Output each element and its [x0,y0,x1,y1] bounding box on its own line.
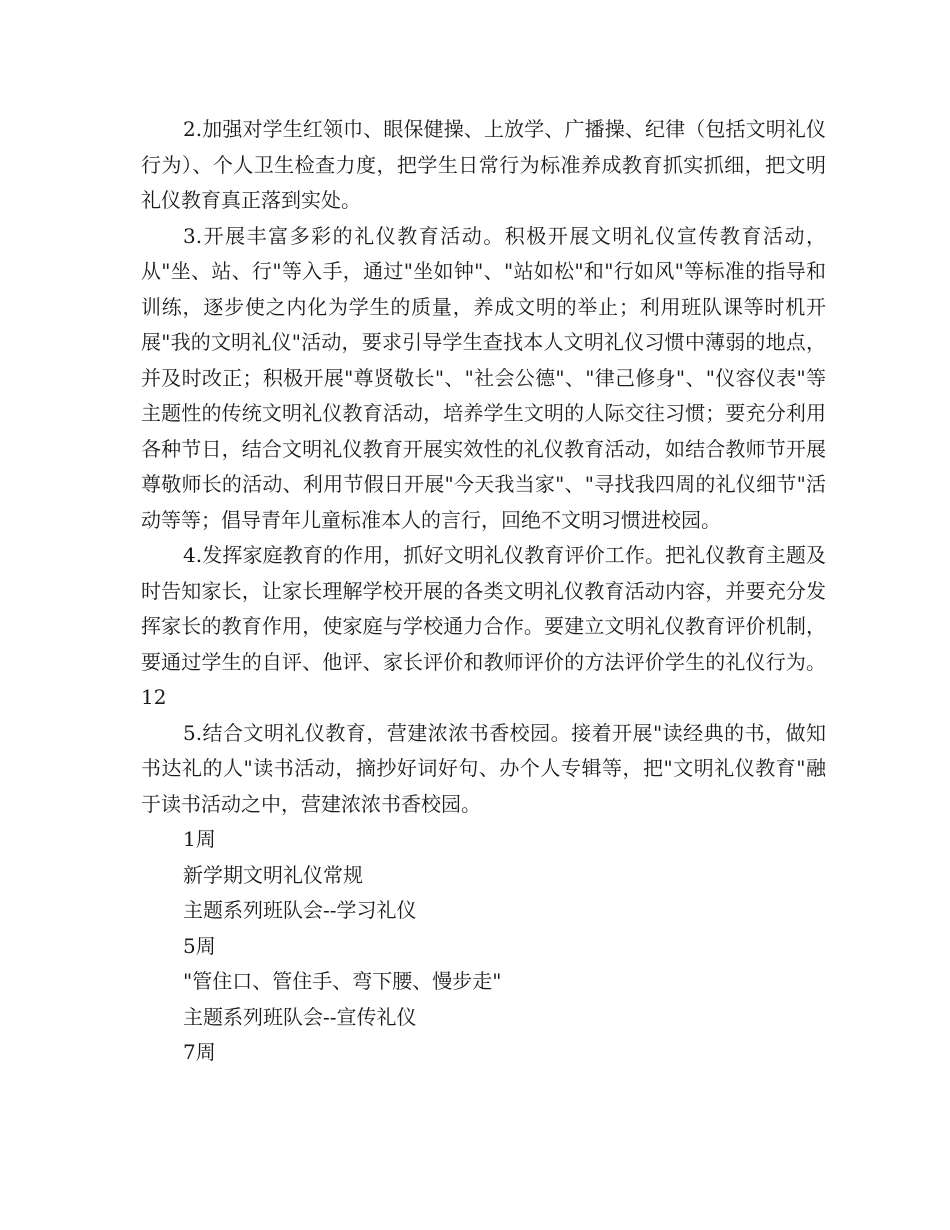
paragraph-item-5: 5.结合文明礼仪教育，营建浓浓书香校园。接着开展"读经典的书，做知书达礼的人"读书活动，摘抄好词好句、办个人专辑等，把"文明礼仪教育"融于读书活动之中，营建浓浓书香校园。 [141,720,826,816]
paragraph-item-2: 2.加强对学生红领巾、眼保健操、上放学、广播操、纪律（包括文明礼仪行为）、个人卫生检查力度，把学生日常行为标准养成教育抓实抓细，把文明礼仪教育真正落到实处。 [141,117,826,212]
document-body [141,112,826,1071]
schedule-activity: "管住口、管住手、弯下腰、慢步走" [183,969,502,993]
schedule-list [141,822,826,1071]
schedule-week-label: 5周 [183,933,216,958]
schedule-week-label: 1周 [183,827,216,851]
paragraph-item-4: 4.发挥家庭教育的作用，抓好文明礼仪教育评价工作。把礼仪教育主题及时告知家长，让家长理解学校开展的各类文明礼仪教育活动内容，并要充分发挥家长的教育作用，使家庭与学校通力合作。要建立文明礼仪教育评价机制，要通过学生的自评、他评、家长评价和教师评价的方法评价学生的礼仪行为。12 [141,543,826,709]
schedule-theme: 主题系列班队会--宣传礼仪 [183,1004,417,1029]
schedule-activity: 新学期文明礼仪常规 [183,862,363,887]
paragraph-item-3: 3.开展丰富多彩的礼仪教育活动。积极开展文明礼仪宣传教育活动，从"坐、站、行"等入手，通过"坐如钟"、"站如松"和"行如风"等标准的指导和训练，逐步使之内化为学生的质量，养成文明的举止；利用班队课等时机开展"我的文明礼仪"活动，要求引导学生查找本人文明礼仪习惯中薄弱的地点，并及时改正；积极开展"尊贤敬长"、"社会公德"、"律己修身"、"仪容仪表"等主题性的传统文明礼仪教育活动，培养学生文明的人际交往习惯；要充分利用各种节日，结合文明礼仪教育开展实效性的礼仪教育活动，如结合教师节开展尊敬师长的活动、利用节假日开展"今天我当家"、"寻找我四周的礼仪细节"活动等等；倡导青年儿童标准本人的言行，回绝不文明习惯进校园。 [141,223,826,532]
schedule-theme: 主题系列班队会--学习礼仪 [183,898,417,922]
schedule-week-label: 7周 [183,1040,216,1064]
